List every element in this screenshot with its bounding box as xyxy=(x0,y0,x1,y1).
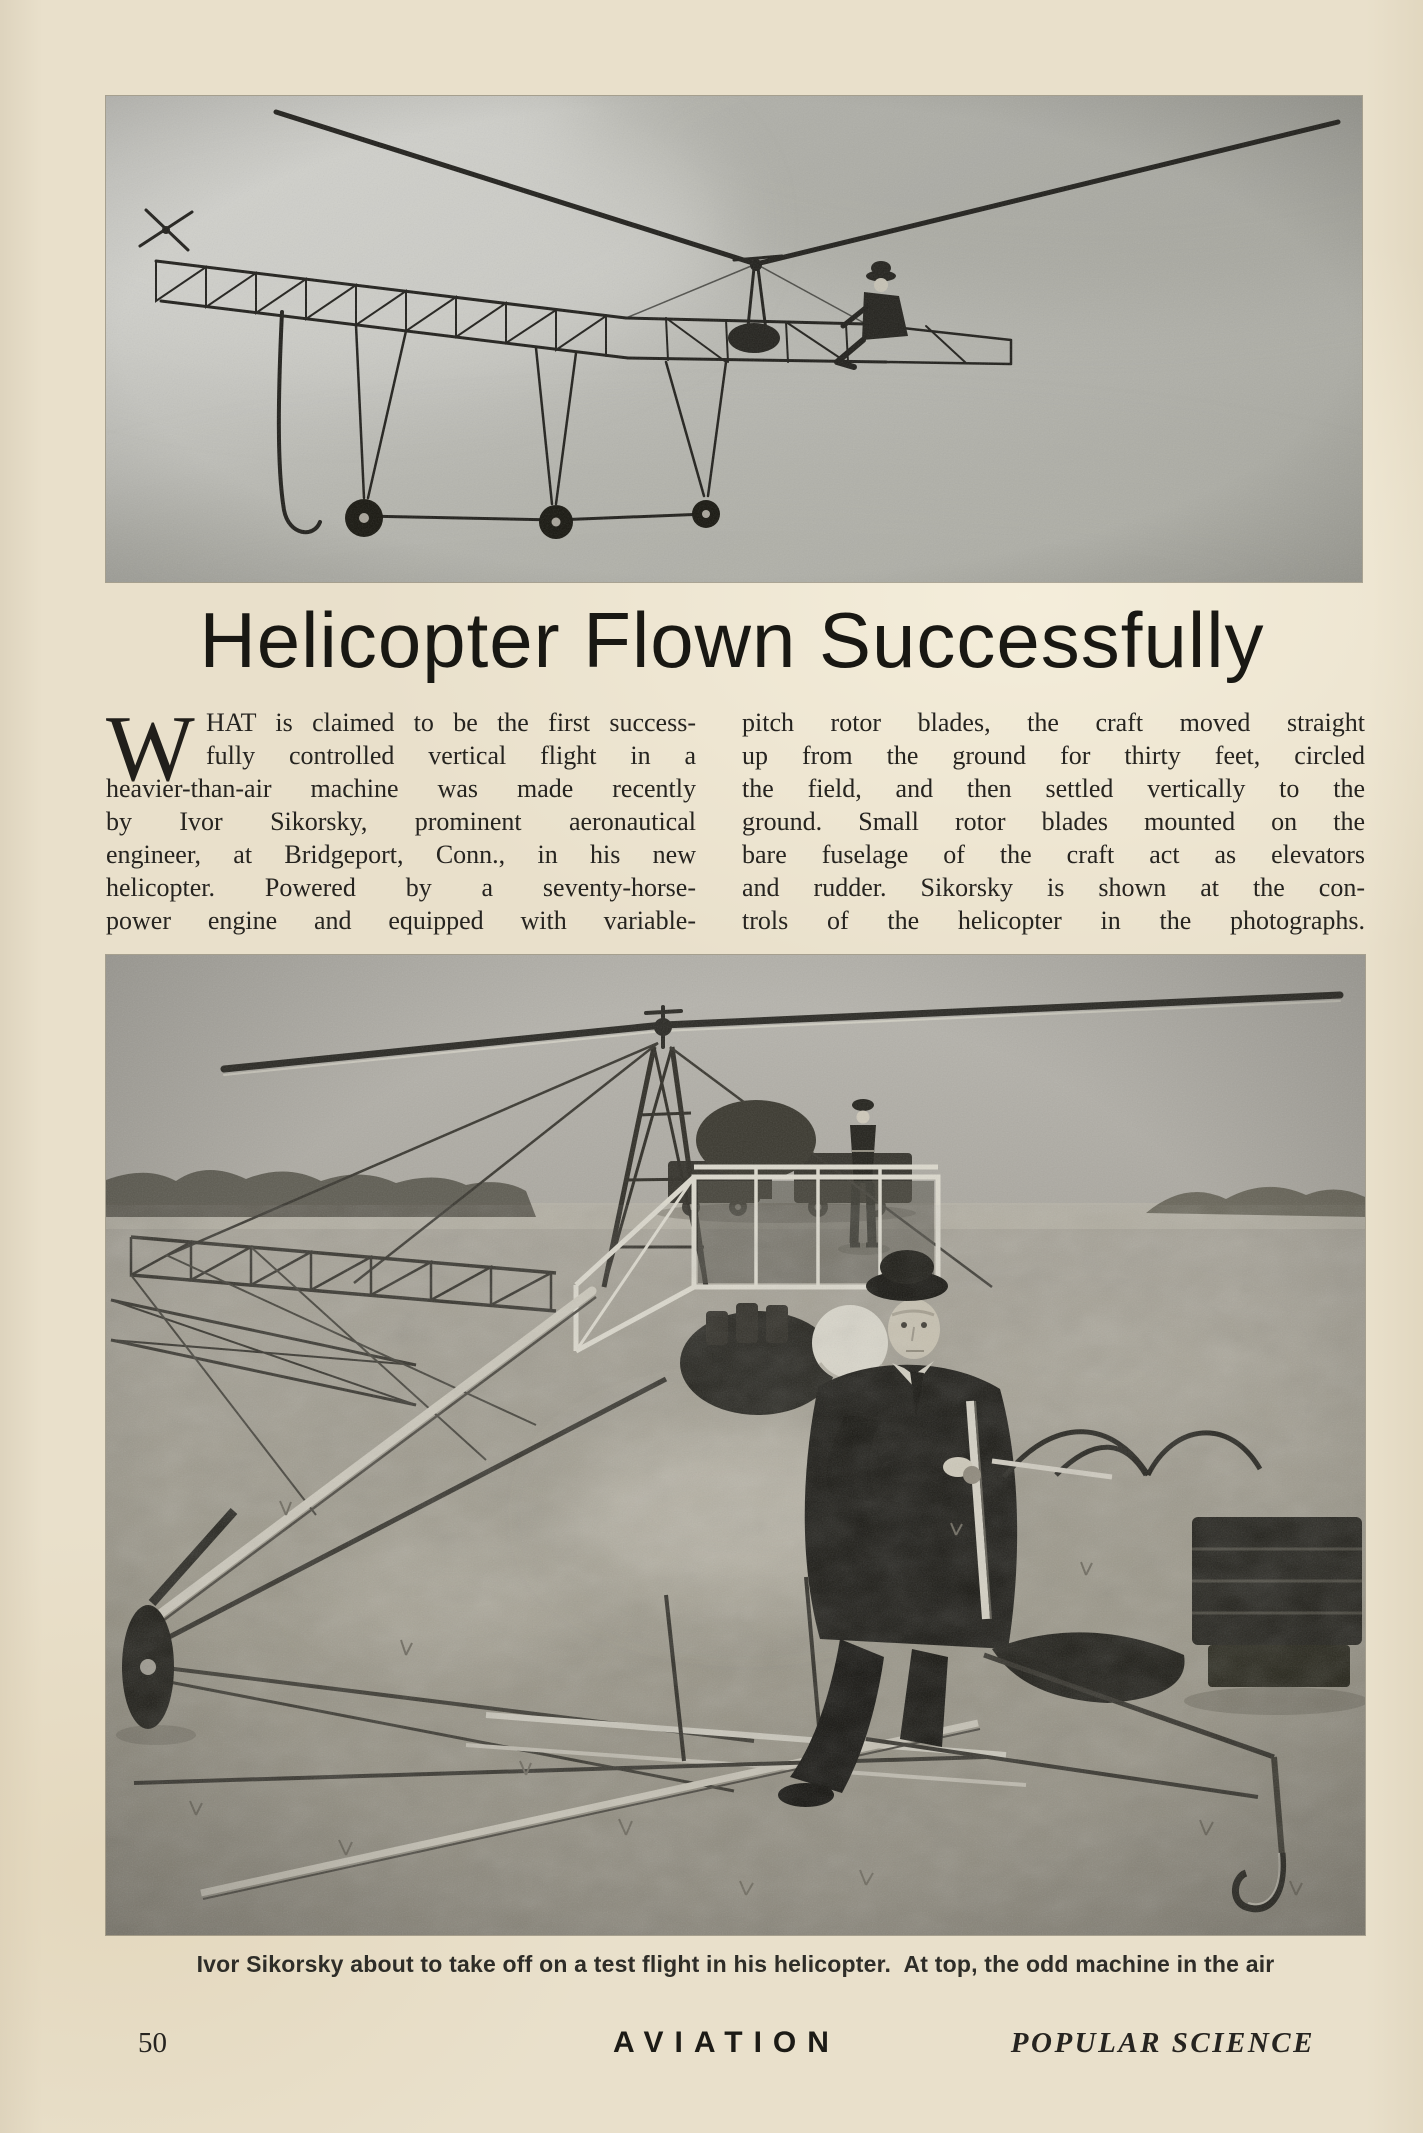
body-line: by Ivor Sikorsky, prominent aeronautical xyxy=(106,807,696,836)
body-line: pitch rotor blades, the craft moved straight xyxy=(742,708,1365,737)
body-line: the field, and then settled vertically to the xyxy=(742,774,1365,803)
body-line: fully controlled vertical flight in a xyxy=(206,741,696,770)
body-line: trols of the helicopter in the photographs. xyxy=(742,906,1365,935)
photo-caption: Ivor Sikorsky about to take off on a test flight in his helicopter. At top, the odd machine in the air xyxy=(196,1951,1275,1977)
body-line: helicopter. Powered by a seventy-horse- xyxy=(106,873,696,902)
page-number: 50 xyxy=(138,2027,167,2059)
footer xyxy=(106,2026,1365,2060)
right-column xyxy=(742,706,1365,937)
article-title: Helicopter Flown Successfully xyxy=(199,596,1265,684)
article-body xyxy=(106,697,1365,937)
section-title: AVIATION xyxy=(613,2026,840,2059)
body-line: engineer, at Bridgeport, Conn., in his new xyxy=(106,840,696,869)
body-line: bare fuselage of the craft act as elevators xyxy=(742,840,1365,869)
left-column xyxy=(106,697,696,937)
helicopter-flight-photo xyxy=(106,96,1362,582)
body-line: HAT is claimed to be the first success- xyxy=(206,708,696,737)
top-photo-illustration xyxy=(106,96,1362,582)
body-line: heavier-than-air machine was made recently xyxy=(106,774,696,803)
magazine-title: POPULAR SCIENCE xyxy=(1010,2027,1315,2059)
body-line: up from the ground for thirty feet, circled xyxy=(742,741,1365,770)
main-photo-illustration xyxy=(106,955,1365,1935)
body-line: power engine and equipped with variable- xyxy=(106,906,696,935)
drop-cap: W xyxy=(106,697,195,801)
body-line: and rudder. Sikorsky is shown at the con- xyxy=(742,873,1365,902)
body-line: ground. Small rotor blades mounted on the xyxy=(742,807,1365,836)
sikorsky-ground-photo xyxy=(106,955,1365,1935)
